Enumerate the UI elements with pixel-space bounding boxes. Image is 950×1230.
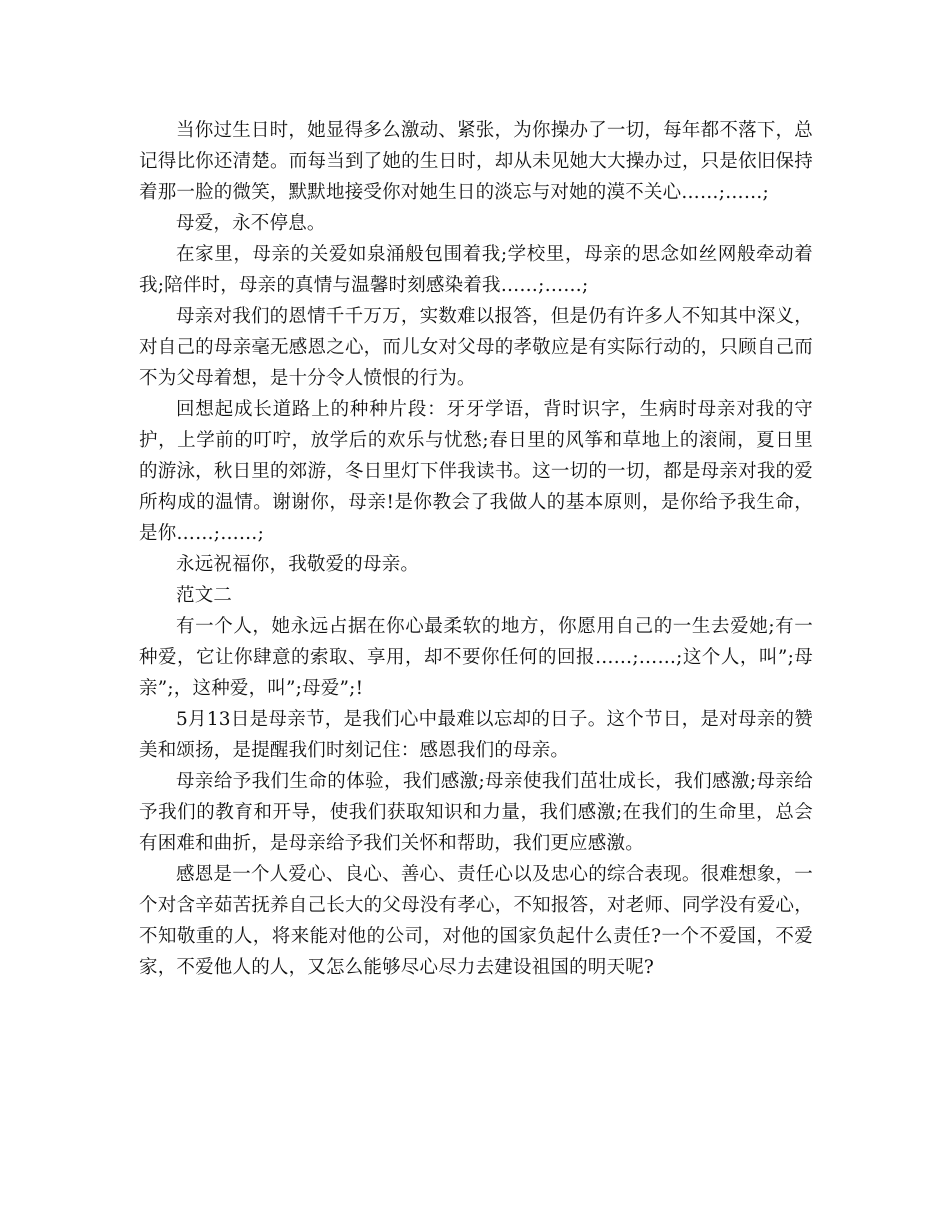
paragraph: 感恩是一个人爱心、良心、善心、责任心以及忠心的综合表现。很难想象，一个对含辛茹苦抚养自己长大的父母没有孝心，不知报答，对老师、同学没有爱心，不知敬重的人，将来能对他的公司，对他的国家负起什么责任?一个不爱国，不爱家，不爱他人的人，又怎么能够尽心尽力去建设祖国的明天呢?	[139, 864, 813, 978]
paragraph: 回想起成长道路上的种种片段：牙牙学语，背时识字，生病时母亲对我的守护，上学前的叮咛，放学后的欢乐与忧愁;春日里的风筝和草地上的滚闹，夏日里的游泳，秋日里的郊游，冬日里灯下伴我读书。这一切的一切，都是母亲对我的爱所构成的温情。谢谢你，母亲!是你教会了我做人的基本原则，是你给予我生命，是你……;……;	[139, 399, 813, 544]
paragraph: 在家里，母亲的关爱如泉涌般包围着我;学校里，母亲的思念如丝网般牵动着我;陪伴时，母亲的真情与温馨时刻感染着我……;……;	[139, 244, 813, 296]
paragraph: 当你过生日时，她显得多么激动、紧张，为你操办了一切，每年都不落下，总记得比你还清楚。而每当到了她的生日时，却从未见她大大操办过，只是依旧保持着那一脸的微笑，默默地接受你对她生日的淡忘与对她的漠不关心……;……;	[139, 120, 813, 203]
paragraph: 有一个人，她永远占据在你心最柔软的地方，你愿用自己的一生去爱她;有一种爱，它让你肆意的索取、享用，却不要你任何的回报……;……;这个人，叫”;母亲”;，这种爱，叫”;母爱”;!	[139, 616, 813, 699]
document-body	[139, 115, 813, 983]
paragraph: 永远祝福你，我敬爱的母亲。	[176, 554, 420, 575]
paragraph: 5月13日是母亲节，是我们心中最难以忘却的日子。这个节日，是对母亲的赞美和颂扬，是提醒我们时刻记住：感恩我们的母亲。	[139, 709, 813, 761]
paragraph: 母爱，永不停息。	[176, 213, 326, 234]
paragraph: 母亲对我们的恩情千千万万，实数难以报答，但是仍有许多人不知其中深义，对自己的母亲毫无感恩之心，而儿女对父母的孝敬应是有实际行动的，只顾自己而不为父母着想，是十分令人愤恨的行为。	[139, 306, 813, 389]
paragraph: 母亲给予我们生命的体验，我们感激;母亲使我们茁壮成长，我们感激;母亲给予我们的教育和开导，使我们获取知识和力量，我们感激;在我们的生命里，总会有困难和曲折，是母亲给予我们关怀和帮助，我们更应感激。	[139, 771, 813, 854]
section-heading: 范文二	[176, 585, 233, 606]
